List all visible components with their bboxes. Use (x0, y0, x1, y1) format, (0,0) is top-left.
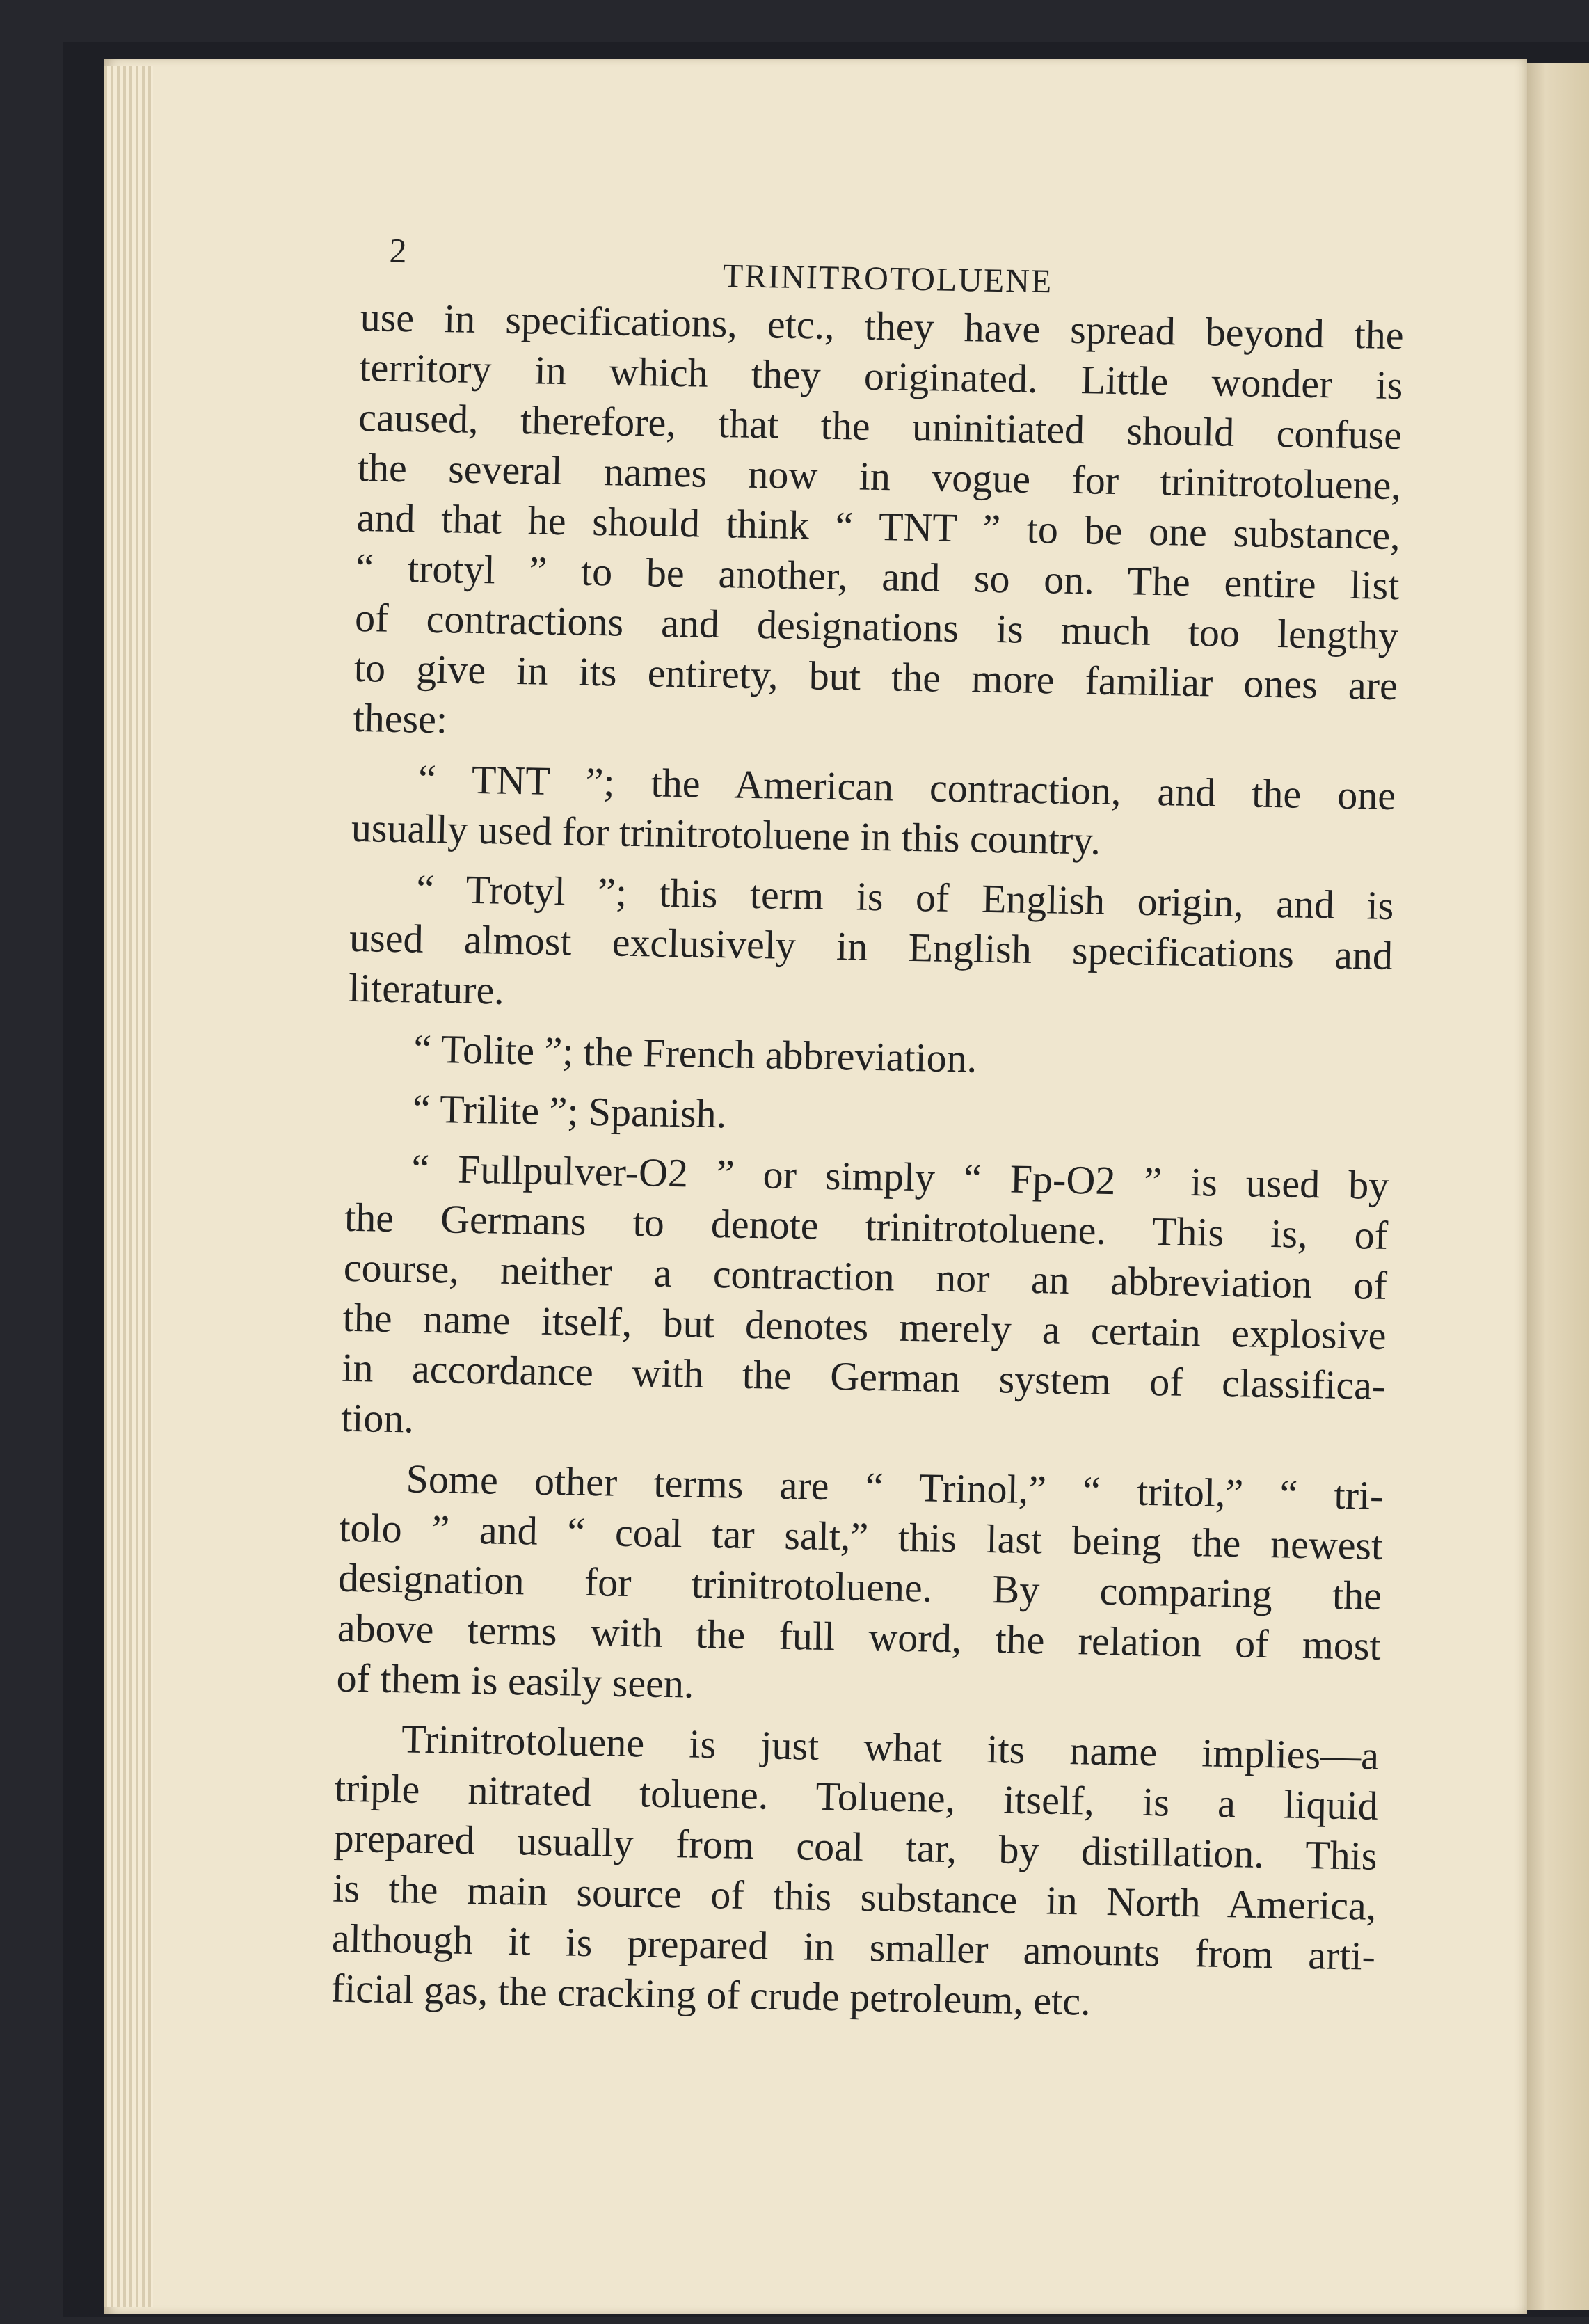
text-line: tolo ” and “ coal tar salt,” this last being the newest (338, 1504, 1383, 1568)
text-line: “ Tolite ”; the French abbreviation. (413, 1026, 977, 1081)
text-line: “ Fullpulver-O2 ” or simply “ Fp-O2 ” is used by (410, 1145, 1389, 1208)
paragraph (336, 1453, 1384, 1721)
text-line: territory in which they originated. Little wonder is (358, 344, 1403, 408)
text-line: these: (353, 694, 448, 742)
text-line: above terms with the full word, the relation of most (337, 1605, 1382, 1669)
paragraph (348, 863, 1394, 1031)
page-edges (104, 66, 153, 2307)
text-line: “ TNT ”; the American contraction, and the one (417, 756, 1396, 819)
text-line: triple nitrated toluene. Toluene, itself, is a liquid (334, 1765, 1379, 1829)
text-line: of them is easily seen. (336, 1655, 694, 1707)
text-line: in accordance with the German system of classifica- (341, 1344, 1386, 1408)
paragraph (353, 292, 1404, 761)
text-line: the name itself, but denotes merely a certain explosive (342, 1294, 1387, 1358)
text-line: tion. (340, 1394, 415, 1442)
text-line: literature. (348, 964, 505, 1013)
text-line: although it is prepared in smaller amounts from arti- (331, 1915, 1376, 1979)
text-line: “ Trotyl ”; this term is of English origin, and is (415, 866, 1394, 929)
page-number: 2 (388, 230, 407, 271)
text-line: and that he should think “ TNT ” to be one substance, (356, 494, 1401, 559)
paragraph (341, 1143, 1389, 1461)
text-line: Trinitrotoluene is just what its name implies—a (401, 1716, 1380, 1778)
page-content (330, 230, 1405, 2032)
text-line: designation for trinitrotoluene. By comparing the (337, 1554, 1382, 1618)
text-line: the several names now in vogue for trinitrotoluene, (357, 444, 1402, 509)
body-text (330, 292, 1404, 2032)
text-line: prepared usually from coal tar, by distillation. This (333, 1815, 1378, 1879)
text-line: the Germans to denote trinitrotoluene. This is, of (344, 1194, 1389, 1258)
text-line: is the main source of this substance in North America, (332, 1865, 1377, 1929)
text-line: “ trotyl ” to be another, and so on. The entire list (355, 544, 1400, 609)
text-line: caused, therefore, that the uninitiated should confuse (358, 394, 1403, 459)
text-line: ficial gas, the cracking of crude petroleum, etc. (330, 1965, 1092, 2024)
text-line: “ Trilite ”; Spanish. (412, 1085, 727, 1137)
text-line: Some other terms are “ Trinol,” “ tritol,” “ tri- (406, 1456, 1384, 1518)
text-line: course, neither a contraction nor an abbreviation of (343, 1244, 1388, 1308)
text-line: use in specifications, etc., they have spread beyond the (360, 294, 1405, 358)
text-line: to give in its entirety, but the more familiar ones are (353, 644, 1398, 709)
paragraph (330, 1713, 1379, 2032)
running-title: TRINITROTOLUENE (722, 257, 1053, 301)
paragraph (351, 753, 1396, 871)
next-page-edge (1517, 63, 1589, 2310)
text-line: usually used for trinitrotoluene in this country. (351, 804, 1101, 863)
text-line: of contractions and designations is much too lengthy (354, 594, 1399, 659)
text-line: used almost exclusively in English specifications and (349, 914, 1394, 979)
